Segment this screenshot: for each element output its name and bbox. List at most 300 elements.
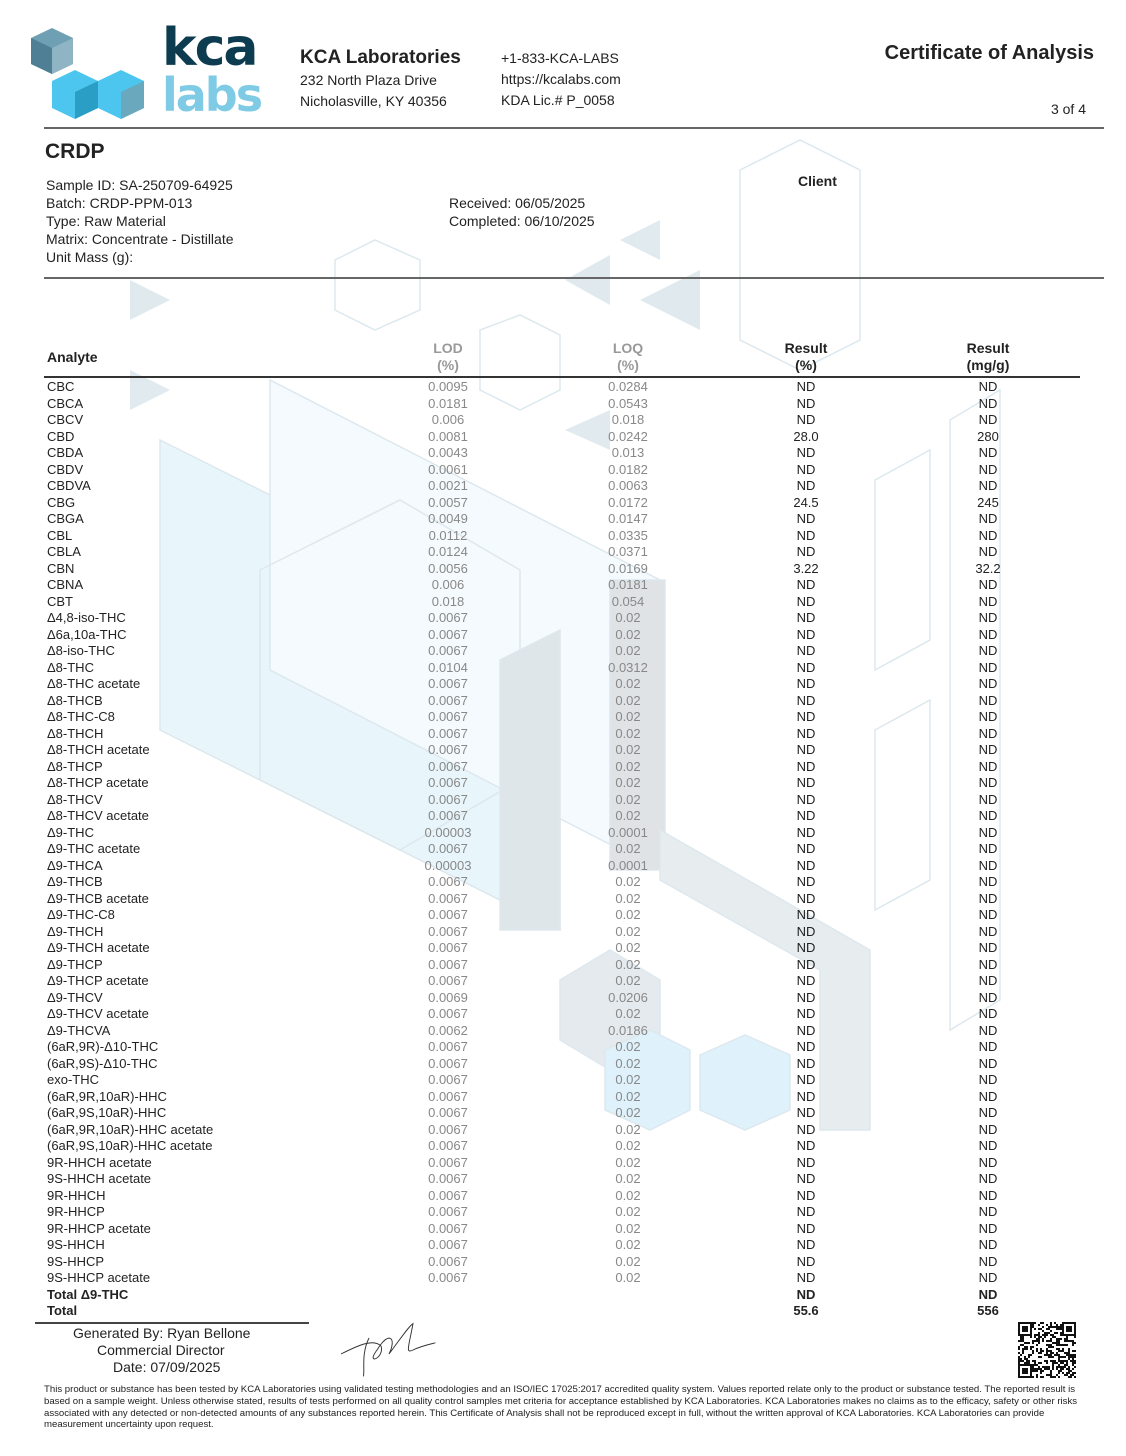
cell-result-pct: ND bbox=[796, 577, 816, 592]
cell-loq: 0.0181 bbox=[608, 577, 648, 592]
table-row bbox=[0, 990, 1126, 1006]
cell-result-pct: ND bbox=[796, 1022, 816, 1038]
cell-result-mg: ND bbox=[978, 395, 998, 411]
cell-lod: 0.0057 bbox=[428, 494, 468, 510]
cell-loq: 0.02 bbox=[615, 643, 641, 658]
cell-loq: 0.02 bbox=[615, 956, 641, 972]
cell-loq: 0.02 bbox=[615, 626, 641, 642]
table-row bbox=[0, 1188, 1126, 1204]
table-row bbox=[0, 924, 1126, 940]
table-row bbox=[0, 1006, 1126, 1022]
table-row bbox=[0, 808, 1126, 824]
table-row bbox=[0, 825, 1126, 841]
cell-analyte: Δ9-THCP acetate bbox=[47, 973, 149, 988]
table-row bbox=[0, 511, 1126, 527]
cell-result-pct: ND bbox=[796, 1204, 816, 1219]
cell-lod: 0.0061 bbox=[428, 461, 468, 477]
cell-loq: 0.0001 bbox=[608, 857, 648, 873]
table-row bbox=[0, 742, 1126, 758]
table-header-divider bbox=[44, 376, 1080, 378]
cell-result-mg: ND bbox=[978, 1072, 998, 1087]
cell-result-mg: ND bbox=[978, 461, 998, 477]
cell-analyte: (6aR,9S)-Δ10-THC bbox=[47, 1055, 158, 1071]
table-row bbox=[0, 709, 1126, 725]
cell-result-mg: ND bbox=[978, 973, 998, 988]
cell-analyte: (6aR,9R,10aR)-HHC acetate bbox=[47, 1121, 214, 1137]
cell-lod: 0.0067 bbox=[428, 890, 468, 906]
cell-loq: 0.02 bbox=[615, 1105, 641, 1120]
cell-analyte: CBG bbox=[47, 494, 76, 510]
cell-lod: 0.0067 bbox=[428, 676, 468, 691]
cell-result-pct: ND bbox=[796, 1154, 816, 1170]
cell-analyte: Δ9-THCVA bbox=[47, 1022, 111, 1038]
cell-analyte: CBN bbox=[47, 560, 75, 576]
cell-lod: 0.0067 bbox=[428, 709, 468, 724]
lab-website: https://kcalabs.com bbox=[501, 71, 621, 87]
cell-result-pct: ND bbox=[796, 1220, 816, 1236]
logo-cubes-icon bbox=[28, 26, 163, 121]
qr-code[interactable] bbox=[1018, 1322, 1076, 1378]
cell-lod: 0.0067 bbox=[428, 1270, 468, 1285]
cell-loq: 0.02 bbox=[615, 1006, 641, 1021]
cell-lod: 0.0181 bbox=[428, 395, 468, 411]
table-row bbox=[0, 412, 1126, 428]
cell-loq: 0.02 bbox=[615, 890, 641, 906]
cell-loq: 0.02 bbox=[615, 610, 641, 625]
generated-by: Generated By: Ryan Bellone bbox=[73, 1325, 251, 1341]
cell-result-pct: ND bbox=[796, 775, 816, 790]
cell-lod: 0.0067 bbox=[428, 692, 468, 708]
table-row bbox=[0, 841, 1126, 857]
cell-lod: 0.0067 bbox=[428, 1253, 468, 1269]
cell-result-pct: 3.22 bbox=[793, 560, 819, 576]
cell-result-mg: ND bbox=[978, 725, 998, 741]
table-row bbox=[0, 1122, 1126, 1138]
cell-analyte: Δ8-THCP acetate bbox=[47, 775, 149, 790]
cell-result-mg: ND bbox=[978, 676, 998, 691]
table-row bbox=[0, 1204, 1126, 1220]
cell-analyte: (6aR,9S,10aR)-HHC bbox=[47, 1105, 167, 1120]
cell-result-mg: ND bbox=[978, 956, 998, 972]
cell-result-mg: ND bbox=[978, 1154, 998, 1170]
cell-result-mg: ND bbox=[978, 989, 998, 1005]
cell-result-pct: ND bbox=[796, 1187, 816, 1203]
cell-loq: 0.02 bbox=[615, 692, 641, 708]
cell-analyte: Δ9-THC-C8 bbox=[47, 907, 115, 922]
cell-result-pct: ND bbox=[796, 989, 816, 1005]
cell-result-mg: ND bbox=[978, 1171, 998, 1186]
cell-lod: 0.0056 bbox=[428, 560, 468, 576]
cell-result-pct: ND bbox=[796, 478, 816, 493]
table-row bbox=[0, 1056, 1126, 1072]
batch: Batch: CRDP-PPM-013 bbox=[46, 195, 193, 211]
cell-result-pct: ND bbox=[796, 1006, 816, 1021]
cell-result-pct: ND bbox=[796, 659, 816, 675]
table-row bbox=[0, 1237, 1126, 1253]
cell-loq: 0.02 bbox=[615, 1072, 641, 1087]
cell-lod: 0.0067 bbox=[428, 1088, 468, 1104]
cell-lod: 0.0049 bbox=[428, 511, 468, 526]
cell-result-pct: ND bbox=[796, 1270, 816, 1285]
cell-loq: 0.02 bbox=[615, 1253, 641, 1269]
cell-lod: 0.0067 bbox=[428, 956, 468, 972]
cell-loq: 0.02 bbox=[615, 775, 641, 790]
cell-loq: 0.054 bbox=[611, 593, 645, 609]
table-row bbox=[0, 544, 1126, 560]
cell-loq: 0.0172 bbox=[608, 494, 648, 510]
cell-loq: 0.0242 bbox=[608, 428, 648, 444]
total-label: Total bbox=[47, 1303, 78, 1318]
cell-analyte: CBCV bbox=[47, 412, 84, 427]
cell-analyte: Δ9-THCH bbox=[47, 923, 104, 939]
cell-analyte: Δ6a,10a-THC bbox=[47, 626, 127, 642]
cell-result-mg: ND bbox=[978, 1105, 998, 1120]
cell-result-pct: 24.5 bbox=[793, 494, 819, 510]
cell-result-pct: ND bbox=[796, 841, 816, 856]
cell-analyte: Δ9-THC acetate bbox=[47, 841, 141, 856]
cell-analyte: 9R-HHCP acetate bbox=[47, 1220, 151, 1236]
cell-lod: 0.0067 bbox=[428, 791, 468, 807]
cell-result-mg: ND bbox=[978, 445, 998, 460]
cell-loq: 0.013 bbox=[611, 445, 645, 460]
cell-result-mg: ND bbox=[978, 478, 998, 493]
cell-analyte: CBCA bbox=[47, 395, 84, 411]
cell-lod: 0.006 bbox=[431, 412, 465, 427]
signed-date: Date: 07/09/2025 bbox=[113, 1359, 221, 1375]
cell-loq: 0.02 bbox=[615, 758, 641, 774]
cell-result-pct: ND bbox=[796, 923, 816, 939]
cell-result-mg: ND bbox=[978, 824, 998, 840]
cell-analyte: CBGA bbox=[47, 511, 84, 526]
signature-line bbox=[35, 1322, 309, 1324]
cell-lod: 0.0067 bbox=[428, 973, 468, 988]
cell-analyte: Δ9-THCP bbox=[47, 956, 103, 972]
cell-loq: 0.02 bbox=[615, 791, 641, 807]
header-divider bbox=[44, 127, 1104, 129]
cell-result-pct: ND bbox=[796, 445, 816, 460]
cell-lod: 0.0069 bbox=[428, 989, 468, 1005]
cell-lod: 0.0067 bbox=[428, 841, 468, 856]
cell-result-pct: ND bbox=[796, 758, 816, 774]
cell-result-pct: ND bbox=[796, 379, 816, 394]
cell-loq: 0.02 bbox=[615, 742, 641, 757]
received-date: Received: 06/05/2025 bbox=[449, 195, 586, 211]
cell-result-pct: ND bbox=[796, 593, 816, 609]
cell-analyte: Δ9-THCH acetate bbox=[47, 940, 150, 955]
cell-lod: 0.0067 bbox=[428, 1055, 468, 1071]
cell-lod: 0.0067 bbox=[428, 1105, 468, 1120]
cell-result-pct: ND bbox=[796, 1121, 816, 1137]
cell-analyte: Δ8-THC bbox=[47, 659, 94, 675]
cell-analyte: (6aR,9S,10aR)-HHC acetate bbox=[47, 1138, 213, 1153]
cell-result-mg: ND bbox=[978, 1121, 998, 1137]
cell-loq: 0.02 bbox=[615, 1138, 641, 1153]
cell-lod: 0.0112 bbox=[428, 527, 468, 543]
col-loq bbox=[578, 340, 678, 374]
cell-lod: 0.0067 bbox=[428, 1154, 468, 1170]
cell-lod: 0.0067 bbox=[428, 940, 468, 955]
cell-loq: 0.02 bbox=[615, 1055, 641, 1071]
cell-lod: 0.0067 bbox=[428, 1204, 468, 1219]
disclaimer: This product or substance has been tested by KCA Laboratories using validated testing methodologies and an ISO/IEC 17025:2017 accredited quality system. Values reported relate only to the product or substance tested. The reported result is based on a sample weight. Unless otherwise stated, results of tests performed on all quality control samples met criteria for acceptance established by KCA Laboratories. KCA Laboratories makes no claims as to the efficacy, safety or other risks associated with any detected or non-detected amounts of any substances reported herein. This Certificate of Analysis shall not be reproduced except in full, without the written approval of KCA Laboratories. KCA Laboratories can provide measurement uncertainty upon request. bbox=[44, 1384, 1078, 1431]
table-row bbox=[0, 907, 1126, 923]
cell-loq: 0.02 bbox=[615, 1154, 641, 1170]
logo-kca: kca bbox=[162, 18, 257, 78]
col-result-pct-label: Result bbox=[784, 340, 828, 356]
table-row bbox=[0, 660, 1126, 676]
cell-lod: 0.0081 bbox=[428, 428, 468, 444]
col-lod-unit: (%) bbox=[437, 357, 459, 373]
cell-result-pct: ND bbox=[796, 643, 816, 658]
unit-mass: Unit Mass (g): bbox=[46, 249, 134, 265]
cell-result-pct: ND bbox=[796, 940, 816, 955]
cell-loq: 0.0335 bbox=[608, 527, 648, 543]
type: Type: Raw Material bbox=[46, 213, 166, 229]
cell-analyte: 9R-HHCH acetate bbox=[47, 1154, 152, 1170]
cell-loq: 0.02 bbox=[615, 1270, 641, 1285]
cell-analyte: 9S-HHCH acetate bbox=[47, 1171, 152, 1186]
table-row bbox=[0, 957, 1126, 973]
cell-result-mg: ND bbox=[978, 758, 998, 774]
cell-analyte: Δ8-THCP bbox=[47, 758, 103, 774]
cell-result-mg: ND bbox=[978, 874, 998, 889]
cell-loq: 0.02 bbox=[615, 1039, 641, 1054]
table-row bbox=[0, 1072, 1126, 1088]
table-row bbox=[0, 627, 1126, 643]
cell-loq: 0.02 bbox=[615, 1220, 641, 1236]
cell-lod: 0.0067 bbox=[428, 1121, 468, 1137]
lab-license: KDA Lic.# P_0058 bbox=[501, 92, 615, 108]
cell-result-pct: ND bbox=[796, 956, 816, 972]
table-row bbox=[0, 693, 1126, 709]
cell-result-mg: ND bbox=[978, 527, 998, 543]
table-row bbox=[0, 1089, 1126, 1105]
cell-lod: 0.0067 bbox=[428, 907, 468, 922]
total-result-mg: 556 bbox=[977, 1303, 999, 1318]
cell-loq: 0.0063 bbox=[608, 478, 648, 493]
cell-analyte: Δ8-THC acetate bbox=[47, 676, 141, 691]
cell-loq: 0.02 bbox=[615, 709, 641, 724]
total-row bbox=[0, 1287, 1126, 1303]
cell-result-mg: ND bbox=[978, 610, 998, 625]
cell-loq: 0.0001 bbox=[608, 824, 648, 840]
cell-result-pct: ND bbox=[796, 544, 816, 559]
cell-result-mg: ND bbox=[978, 808, 998, 823]
cell-analyte: Δ8-THCH bbox=[47, 725, 104, 741]
table-row bbox=[0, 462, 1126, 478]
col-result-pct bbox=[756, 340, 856, 374]
cell-loq: 0.0371 bbox=[608, 544, 648, 559]
table-row bbox=[0, 1155, 1126, 1171]
cell-loq: 0.0206 bbox=[608, 989, 648, 1005]
page-number: 3 of 4 bbox=[1050, 101, 1086, 117]
cell-analyte: 9S-HHCP bbox=[47, 1253, 105, 1269]
cell-result-pct: ND bbox=[796, 791, 816, 807]
cell-loq: 0.02 bbox=[615, 973, 641, 988]
cell-loq: 0.0182 bbox=[608, 461, 648, 477]
cell-analyte: 9S-HHCH bbox=[47, 1237, 105, 1252]
table-row bbox=[0, 792, 1126, 808]
cell-lod: 0.018 bbox=[431, 593, 465, 609]
cell-lod: 0.00003 bbox=[424, 824, 472, 840]
cell-result-mg: ND bbox=[978, 577, 998, 592]
table-row bbox=[0, 610, 1126, 626]
table-row bbox=[0, 577, 1126, 593]
cell-loq: 0.02 bbox=[615, 907, 641, 922]
cell-result-pct: ND bbox=[796, 692, 816, 708]
cell-analyte: 9S-HHCP acetate bbox=[47, 1270, 151, 1285]
cell-analyte: Δ9-THCV acetate bbox=[47, 1006, 149, 1021]
col-result-pct-unit: (%) bbox=[795, 357, 817, 373]
cell-result-mg: ND bbox=[978, 791, 998, 807]
lab-phone: +1-833-KCA-LABS bbox=[501, 50, 619, 66]
table-row bbox=[0, 759, 1126, 775]
cell-result-mg: ND bbox=[978, 1006, 998, 1021]
cell-result-mg: ND bbox=[978, 1237, 998, 1252]
table-row bbox=[0, 858, 1126, 874]
cell-lod: 0.0067 bbox=[428, 923, 468, 939]
table-row bbox=[0, 1105, 1126, 1121]
cell-loq: 0.02 bbox=[615, 1204, 641, 1219]
cell-analyte: CBLA bbox=[47, 544, 81, 559]
cell-analyte: Δ9-THCV bbox=[47, 989, 103, 1005]
cell-result-mg: ND bbox=[978, 907, 998, 922]
table-row bbox=[0, 594, 1126, 610]
cell-lod: 0.0067 bbox=[428, 874, 468, 889]
cell-result-pct: ND bbox=[796, 1105, 816, 1120]
col-lod-label: LOD bbox=[433, 340, 463, 356]
table-row bbox=[0, 643, 1126, 659]
cell-result-pct: ND bbox=[796, 973, 816, 988]
col-result-mg-unit: (mg/g) bbox=[966, 357, 1010, 373]
cell-result-mg: 280 bbox=[977, 428, 999, 444]
cell-analyte: Δ9-THCB acetate bbox=[47, 890, 149, 906]
cell-loq: 0.02 bbox=[615, 1121, 641, 1137]
col-lod bbox=[398, 340, 498, 374]
cell-result-mg: ND bbox=[978, 742, 998, 757]
cell-analyte: CBC bbox=[47, 379, 75, 394]
cell-result-mg: ND bbox=[978, 379, 998, 394]
total-result-pct: ND bbox=[796, 1286, 816, 1302]
sample-id: Sample ID: SA-250709-64925 bbox=[46, 177, 233, 193]
cell-lod: 0.0067 bbox=[428, 725, 468, 741]
cell-lod: 0.0067 bbox=[428, 775, 468, 790]
cell-lod: 0.0062 bbox=[428, 1022, 468, 1038]
cell-result-mg: ND bbox=[978, 659, 998, 675]
table-row bbox=[0, 891, 1126, 907]
cell-result-mg: ND bbox=[978, 1039, 998, 1054]
cell-result-mg: ND bbox=[978, 544, 998, 559]
cell-result-mg: ND bbox=[978, 940, 998, 955]
cell-analyte: CBL bbox=[47, 527, 73, 543]
cell-loq: 0.02 bbox=[615, 1171, 641, 1186]
cell-result-mg: ND bbox=[978, 709, 998, 724]
cell-analyte: Δ8-THCV acetate bbox=[47, 808, 149, 823]
table-row bbox=[0, 874, 1126, 890]
cell-analyte: (6aR,9R,10aR)-HHC bbox=[47, 1088, 167, 1104]
cell-loq: 0.0284 bbox=[608, 379, 648, 394]
sample-divider bbox=[44, 277, 1104, 279]
cell-result-pct: ND bbox=[796, 412, 816, 427]
cell-result-mg: ND bbox=[978, 1138, 998, 1153]
cell-lod: 0.0067 bbox=[428, 1138, 468, 1153]
cell-result-pct: ND bbox=[796, 1072, 816, 1087]
col-analyte: Analyte bbox=[47, 349, 98, 365]
table-row bbox=[0, 379, 1126, 395]
cell-result-mg: ND bbox=[978, 1220, 998, 1236]
cell-analyte: CBDA bbox=[47, 445, 84, 460]
cell-lod: 0.0067 bbox=[428, 742, 468, 757]
col-loq-unit: (%) bbox=[617, 357, 639, 373]
cell-lod: 0.0021 bbox=[428, 478, 468, 493]
cell-analyte: Δ8-THCH acetate bbox=[47, 742, 150, 757]
table-row bbox=[0, 726, 1126, 742]
cell-result-pct: ND bbox=[796, 676, 816, 691]
cell-result-pct: ND bbox=[796, 907, 816, 922]
logo bbox=[28, 18, 273, 122]
cell-result-mg: ND bbox=[978, 775, 998, 790]
cell-lod: 0.0104 bbox=[428, 659, 468, 675]
cell-lod: 0.0067 bbox=[428, 1006, 468, 1021]
cell-loq: 0.018 bbox=[611, 412, 645, 427]
cell-loq: 0.0312 bbox=[608, 659, 648, 675]
cell-analyte: 9R-HHCH bbox=[47, 1187, 106, 1203]
completed-date: Completed: 06/10/2025 bbox=[449, 213, 595, 229]
cell-result-pct: ND bbox=[796, 1138, 816, 1153]
lab-address-1: 232 North Plaza Drive bbox=[300, 72, 437, 88]
cell-lod: 0.0067 bbox=[428, 758, 468, 774]
cell-loq: 0.0543 bbox=[608, 395, 648, 411]
cell-loq: 0.02 bbox=[615, 874, 641, 889]
cell-result-pct: ND bbox=[796, 610, 816, 625]
table-row bbox=[0, 1039, 1126, 1055]
signer-role: Commercial Director bbox=[97, 1342, 225, 1358]
cell-result-mg: ND bbox=[978, 1187, 998, 1203]
cell-result-mg: ND bbox=[978, 643, 998, 658]
cell-loq: 0.02 bbox=[615, 923, 641, 939]
lab-address-2: Nicholasville, KY 40356 bbox=[300, 93, 447, 109]
client-label: Client bbox=[798, 173, 837, 189]
total-row bbox=[0, 1303, 1126, 1319]
table-row bbox=[0, 676, 1126, 692]
cell-result-pct: ND bbox=[796, 461, 816, 477]
cell-lod: 0.0067 bbox=[428, 1237, 468, 1252]
cell-loq: 0.02 bbox=[615, 841, 641, 856]
table-row bbox=[0, 396, 1126, 412]
cell-result-pct: 28.0 bbox=[793, 428, 819, 444]
cell-loq: 0.0186 bbox=[608, 1022, 648, 1038]
cell-lod: 0.0067 bbox=[428, 626, 468, 642]
cell-result-pct: ND bbox=[796, 890, 816, 906]
cell-result-mg: ND bbox=[978, 923, 998, 939]
cell-analyte: CBD bbox=[47, 428, 75, 444]
cell-lod: 0.0043 bbox=[428, 445, 468, 460]
cell-analyte: CBNA bbox=[47, 577, 84, 592]
table-row bbox=[0, 429, 1126, 445]
cell-result-pct: ND bbox=[796, 1237, 816, 1252]
table-row bbox=[0, 561, 1126, 577]
cell-loq: 0.02 bbox=[615, 940, 641, 955]
cell-loq: 0.0169 bbox=[608, 560, 648, 576]
cell-result-pct: ND bbox=[796, 527, 816, 543]
cell-result-mg: ND bbox=[978, 841, 998, 856]
cell-result-mg: ND bbox=[978, 626, 998, 642]
table-row bbox=[0, 528, 1126, 544]
cell-result-pct: ND bbox=[796, 1039, 816, 1054]
table-row bbox=[0, 445, 1126, 461]
table-row bbox=[0, 1254, 1126, 1270]
cell-result-pct: ND bbox=[796, 742, 816, 757]
